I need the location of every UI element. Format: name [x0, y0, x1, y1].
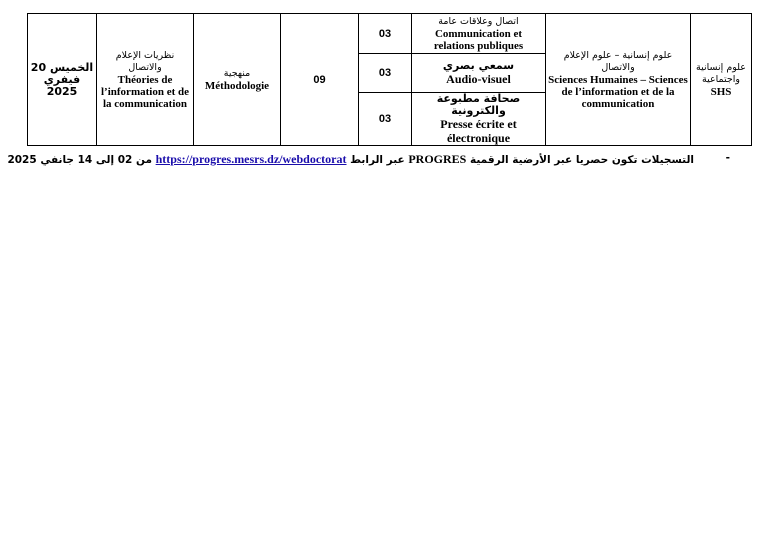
registration-note: [7, 152, 730, 167]
note-text: التسجيلات تكون حصريا عبر الأرضية الرقمية: [470, 154, 694, 166]
note-dates: من 02 إلى 14 جانفي 2025: [7, 154, 152, 166]
method-cell: [194, 14, 281, 146]
places-cell: [359, 54, 412, 93]
schedule-table: [27, 13, 752, 146]
places-cell: [359, 93, 412, 146]
platform-name: PROGRES: [408, 152, 467, 166]
specialty-ar: سمعي بصري: [442, 59, 515, 72]
specialty-ar: صحافة مطبوعة والكترونية: [436, 92, 521, 117]
domain-ar: علوم إنسانية واجتماعية: [696, 61, 746, 85]
places-count: 03: [378, 113, 392, 125]
module-ar: نظريات الإعلام والاتصال: [115, 49, 175, 73]
total-places: 09: [313, 73, 326, 86]
specialty-fr: Presse écrite et électronique: [440, 117, 517, 145]
specialty-fr: Communication et relations publiques: [433, 27, 524, 52]
module-fr: Théories de l’information et de la communication: [101, 73, 189, 110]
field-fr: Sciences Humaines – Sciences de l’information et de la communication: [548, 73, 688, 110]
method-ar: منهجية: [223, 67, 251, 79]
note-via: عبر الرابط: [350, 154, 405, 166]
exam-date-line1: الخميس 20: [30, 60, 94, 74]
domain-fr: SHS: [710, 85, 732, 98]
exam-date-line2: فيفري 2025: [43, 72, 81, 98]
specialty-cell: [412, 14, 546, 54]
domain-cell: [691, 14, 752, 146]
specialty-ar: اتصال وعلاقات عامة: [438, 15, 519, 27]
total-places-cell: [281, 14, 359, 146]
places-cell: [359, 14, 412, 54]
method-fr: Méthodologie: [204, 79, 270, 92]
specialty-fr: Audio-visuel: [446, 72, 511, 86]
places-count: 03: [378, 67, 392, 79]
specialty-cell: [412, 54, 546, 93]
bullet-dash: -: [725, 152, 730, 164]
registration-link[interactable]: https://progres.mesrs.dz/webdoctorat: [155, 152, 347, 166]
field-cell: [546, 14, 691, 146]
field-ar: علوم إنسانية – علوم الإعلام والاتصال: [563, 49, 673, 73]
module-cell: [97, 14, 194, 146]
places-count: 03: [378, 27, 392, 40]
specialty-cell: [412, 93, 546, 146]
exam-date-cell: [28, 14, 97, 146]
